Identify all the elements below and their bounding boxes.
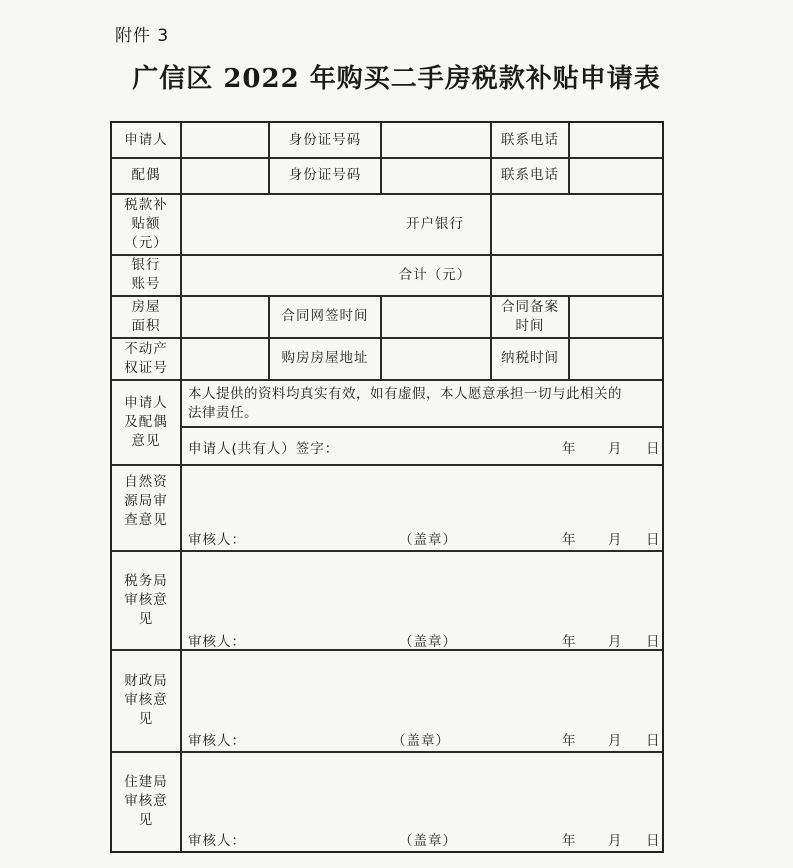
review1-line2: 源局审	[124, 493, 168, 509]
spouse-label: 配偶	[131, 167, 161, 183]
review1-line1: 自然资	[124, 474, 168, 490]
subsidy-amount-line1: 税款补	[124, 196, 168, 213]
id-number-field[interactable]	[382, 123, 490, 157]
land-resources-opinion-field[interactable]	[182, 465, 662, 525]
application-form	[110, 121, 664, 853]
tax-bureau-opinion-label	[112, 551, 180, 649]
housing-bureau-opinion-field[interactable]	[182, 752, 662, 822]
house-area-field[interactable]	[182, 296, 268, 337]
total-label: 合计（元）	[398, 266, 472, 283]
review4-day: 日	[646, 833, 661, 849]
applicant-month: 月	[608, 441, 623, 457]
applicant-opinion-label	[112, 380, 180, 464]
bank-account-field[interactable]	[182, 255, 380, 295]
review3-line3: 见	[138, 711, 154, 727]
applicant-opinion-line1: 申请人	[124, 394, 168, 411]
bank-account-line2: 账号	[131, 276, 161, 292]
phone-label: 联系电话	[501, 131, 559, 148]
review4-reviewer: 审核人：	[188, 833, 246, 849]
total-field[interactable]	[492, 255, 662, 295]
property-cert-label	[112, 338, 180, 379]
contract-filing-line2: 时间	[515, 317, 545, 334]
review3-day: 日	[646, 733, 661, 749]
contract-filing-time-label	[492, 296, 568, 337]
review1-seal: （盖章）	[399, 532, 457, 548]
bank-account-label	[112, 255, 180, 295]
attachment-label: 附件 3	[115, 26, 170, 46]
applicant-opinion-line3: 意见	[131, 432, 161, 449]
review3-seal: （盖章）	[392, 733, 450, 749]
review2-reviewer: 审核人：	[188, 634, 246, 650]
review3-line2: 审核意	[124, 692, 168, 708]
tax-time-label: 纳税时间	[501, 350, 559, 366]
property-cert-line2: 权证号	[124, 359, 168, 376]
page-title: 广信区 2022 年购买二手房税款补贴申请表	[132, 64, 661, 94]
review2-month: 月	[608, 634, 623, 650]
review4-line1: 住建局	[124, 774, 168, 790]
contract-sign-time-label: 合同网签时间	[281, 308, 369, 324]
review2-line3: 见	[138, 610, 154, 627]
review3-year: 年	[562, 733, 577, 749]
bank-label: 开户银行	[406, 215, 464, 232]
review4-seal: （盖章）	[399, 833, 457, 849]
declaration-line1: 本人提供的资料均真实有效，如有虚假，本人愿意承担一切与此相关的	[188, 386, 622, 402]
review2-line1: 税务局	[124, 572, 168, 589]
applicant-signature-label: 申请人(共有人）签字：	[188, 441, 340, 457]
review4-year: 年	[562, 833, 577, 849]
spouse-id-number-field[interactable]	[382, 158, 490, 193]
id-number-label: 身份证号码	[288, 131, 362, 148]
house-address-label: 购房房屋地址	[281, 350, 369, 366]
house-area-line2: 面积	[131, 317, 161, 334]
review4-month: 月	[608, 833, 623, 849]
review1-month: 月	[608, 532, 623, 548]
subsidy-amount-line2: 贴额	[131, 215, 161, 232]
house-area-label	[112, 296, 180, 337]
subsidy-amount-label	[112, 194, 180, 254]
contract-sign-time-field[interactable]	[382, 296, 490, 337]
applicant-day: 日	[646, 441, 661, 457]
contract-filing-line1: 合同备案	[501, 298, 559, 315]
review2-seal: （盖章）	[399, 634, 457, 650]
house-address-field[interactable]	[382, 338, 490, 379]
spouse-phone-label: 联系电话	[501, 167, 559, 183]
review3-reviewer: 审核人：	[188, 733, 246, 749]
review1-day: 日	[646, 532, 661, 548]
applicant-field[interactable]	[182, 123, 268, 157]
bank-account-line1: 银行	[131, 257, 161, 273]
applicant-label: 申请人	[124, 131, 168, 148]
property-cert-field[interactable]	[182, 338, 268, 379]
land-resources-opinion-label	[112, 465, 180, 550]
tax-time-field[interactable]	[570, 338, 662, 379]
review2-year: 年	[562, 634, 577, 650]
applicant-year: 年	[562, 441, 577, 457]
review1-reviewer: 审核人：	[188, 532, 246, 548]
tax-bureau-opinion-field[interactable]	[182, 551, 662, 621]
review3-month: 月	[608, 733, 623, 749]
declaration-line2: 法律责任。	[188, 405, 258, 421]
review3-line1: 财政局	[124, 673, 168, 689]
finance-bureau-opinion-field[interactable]	[182, 650, 662, 720]
spouse-field[interactable]	[182, 158, 268, 193]
phone-field[interactable]	[570, 123, 662, 157]
spouse-phone-field[interactable]	[570, 158, 662, 193]
review1-line3: 查意见	[124, 512, 168, 528]
property-cert-line1: 不动产	[124, 340, 168, 357]
review2-line2: 审核意	[124, 591, 168, 608]
housing-bureau-opinion-label	[112, 752, 180, 851]
review1-year: 年	[562, 532, 577, 548]
contract-filing-time-field[interactable]	[570, 296, 662, 337]
finance-bureau-opinion-label	[112, 650, 180, 751]
declaration-text	[188, 385, 658, 423]
house-area-line1: 房屋	[131, 298, 161, 315]
spouse-id-number-label: 身份证号码	[288, 167, 362, 183]
bank-field[interactable]	[492, 194, 662, 254]
review4-line3: 见	[138, 812, 154, 828]
review4-line2: 审核意	[124, 793, 168, 809]
subsidy-amount-line3: （元）	[124, 234, 168, 251]
review2-day: 日	[646, 634, 661, 650]
applicant-opinion-line2: 及配偶	[124, 413, 168, 430]
